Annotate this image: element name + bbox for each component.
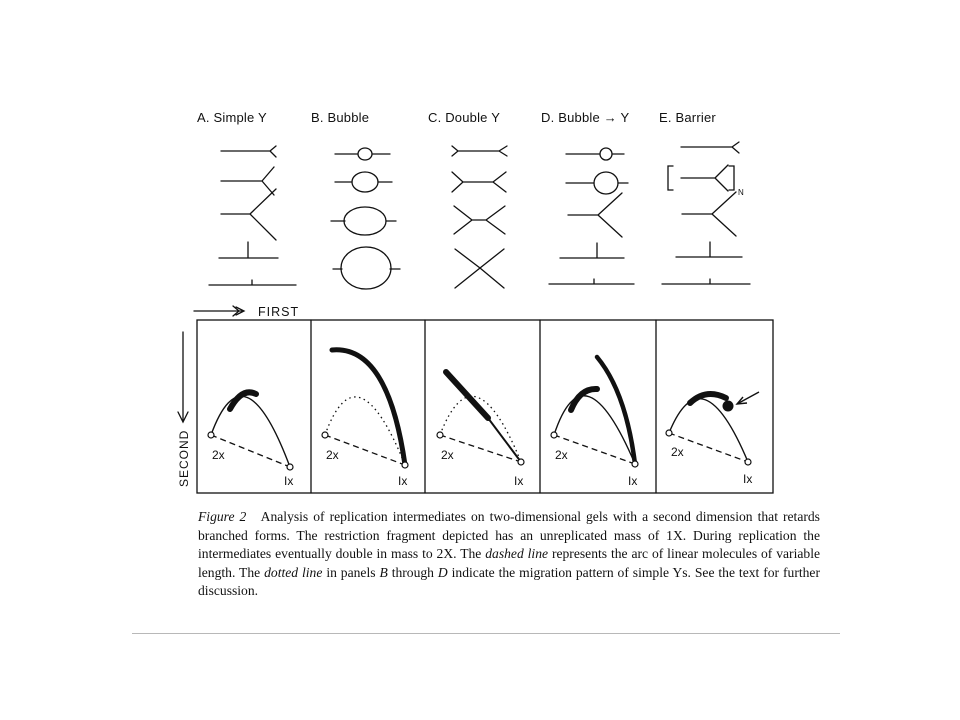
barrier-pause-spot bbox=[723, 401, 734, 412]
spot-2x-c bbox=[437, 432, 443, 438]
molecule-d-2-bubble bbox=[594, 172, 618, 194]
double-y-diagrams bbox=[452, 146, 507, 288]
caption-part-4: indicate the migration pattern of simple Ys. See the text for further discussion. bbox=[198, 564, 820, 599]
caption-through: through bbox=[391, 564, 434, 580]
bubble-arc-b-heavy bbox=[332, 350, 405, 465]
figure-caption bbox=[198, 508, 820, 601]
second-axis-label: SECOND bbox=[177, 429, 191, 487]
label-1x-d: Ix bbox=[628, 474, 638, 488]
double-y-line-c-heavy bbox=[446, 372, 488, 418]
molecule-d-5 bbox=[549, 279, 634, 284]
panel-name-e: Barrier bbox=[675, 110, 716, 125]
molecule-e-4 bbox=[676, 242, 742, 257]
double-y-line-c-tail bbox=[488, 418, 521, 462]
label-2x-a: 2x bbox=[212, 448, 225, 462]
spot-1x-e bbox=[745, 459, 751, 465]
spot-1x-b bbox=[402, 462, 408, 468]
caption-part-3: in panels bbox=[326, 564, 376, 580]
bottom-rule bbox=[132, 633, 840, 634]
panel-letter-a: A. bbox=[197, 110, 210, 125]
label-1x-b: Ix bbox=[398, 474, 408, 488]
molecule-e-5 bbox=[662, 279, 750, 284]
caption-part-1: Analysis of replication intermediates on two-dimensional gels with a second dimension that retards branched forms. The restriction fragment depicted has an unreplicated mass of 1X. During replication the intermediates eventually double in mass to 2X. The bbox=[198, 509, 820, 562]
panel-name-a: Simple Y bbox=[213, 110, 267, 125]
label-2x-d: 2x bbox=[555, 448, 568, 462]
caption-dashed-term: dashed line bbox=[485, 546, 549, 562]
panel-name-b: Bubble bbox=[327, 110, 370, 125]
first-axis-label: FIRST bbox=[258, 305, 300, 319]
molecule-d-3 bbox=[568, 193, 622, 237]
spot-2x-e bbox=[666, 430, 672, 436]
molecule-e-1 bbox=[681, 142, 739, 153]
spot-1x-d bbox=[632, 461, 638, 467]
molecule-a-3 bbox=[221, 189, 276, 240]
molecule-b-2-bubble bbox=[352, 172, 378, 192]
molecule-c-4 bbox=[455, 249, 504, 288]
molecule-e-3 bbox=[682, 192, 736, 236]
panel-name-d: Bubble → Y bbox=[558, 110, 630, 125]
molecule-a-4 bbox=[219, 242, 278, 258]
barrier-arrow-line bbox=[737, 392, 759, 404]
bracket-right bbox=[729, 166, 734, 190]
caption-part-2: represents the arc of linear molecules of variable length. The bbox=[198, 546, 821, 580]
simple-y-arc-d-heavy bbox=[571, 389, 597, 410]
spot-1x-a bbox=[287, 464, 293, 470]
molecule-e-2 bbox=[681, 165, 728, 191]
molecule-a-5 bbox=[209, 280, 296, 285]
gel-panel-dividers bbox=[311, 320, 656, 493]
molecule-b-3-bubble bbox=[344, 207, 386, 235]
simple-y-diagrams bbox=[209, 146, 296, 285]
label-2x-c: 2x bbox=[441, 448, 454, 462]
gel-panel-frame bbox=[197, 320, 773, 493]
caption-dotted-term: dotted line bbox=[264, 564, 323, 580]
molecule-b-1-bubble bbox=[358, 148, 372, 160]
panel-letter-b: B. bbox=[311, 110, 324, 125]
bubble-diagrams bbox=[331, 148, 400, 289]
molecule-c-3 bbox=[454, 206, 505, 234]
molecule-a-2 bbox=[221, 167, 274, 195]
bubble-arc-d-heavy bbox=[597, 357, 635, 464]
bracket-left bbox=[668, 166, 673, 190]
caption-panel-d: D bbox=[437, 564, 448, 580]
caption-panel-b: B bbox=[379, 564, 388, 580]
molecule-d-4 bbox=[560, 243, 624, 258]
bubble-to-y-diagrams bbox=[549, 148, 634, 284]
panel-name-c: Double Y bbox=[445, 110, 501, 125]
barrier-diagrams bbox=[662, 142, 750, 284]
molecule-c-2 bbox=[452, 172, 506, 192]
label-1x-a: Ix bbox=[284, 474, 294, 488]
spot-2x-a bbox=[208, 432, 214, 438]
barrier-subscript-n: N bbox=[738, 188, 744, 197]
molecule-a-1 bbox=[221, 146, 276, 157]
spot-2x-b bbox=[322, 432, 328, 438]
label-2x-b: 2x bbox=[326, 448, 339, 462]
panel-letter-d: D. bbox=[541, 110, 555, 125]
label-2x-e: 2x bbox=[671, 445, 684, 459]
molecule-b-4-bubble bbox=[341, 247, 391, 289]
spot-2x-d bbox=[551, 432, 557, 438]
molecule-d-1-bubble bbox=[600, 148, 612, 160]
molecule-c-1 bbox=[452, 146, 507, 156]
panel-letter-e: E. bbox=[659, 110, 672, 125]
spot-1x-c bbox=[518, 459, 524, 465]
label-1x-c: Ix bbox=[514, 474, 524, 488]
panel-letter-c: C. bbox=[428, 110, 442, 125]
label-1x-e: Ix bbox=[743, 472, 753, 486]
caption-figure-label: Figure 2 bbox=[198, 509, 247, 524]
